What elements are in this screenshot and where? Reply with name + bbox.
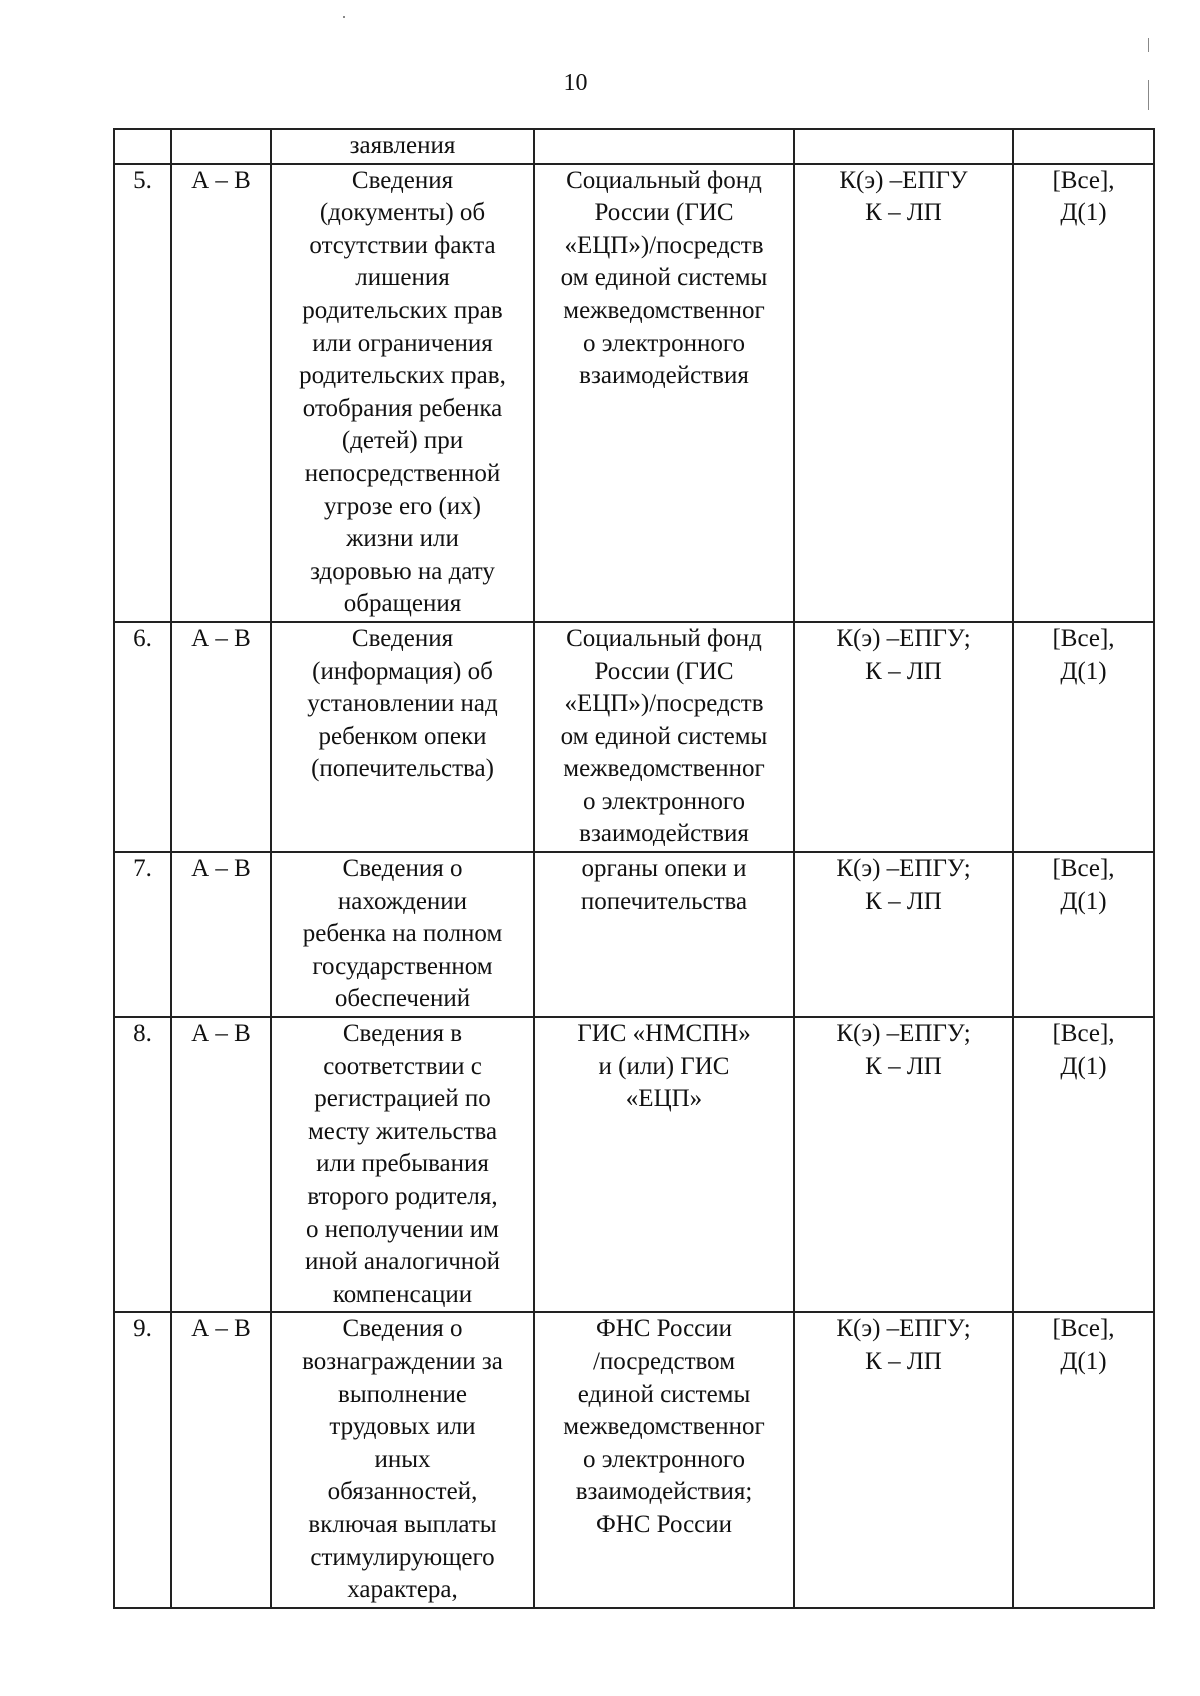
page-number: 10 [563, 70, 588, 96]
submission-method-cell [794, 1017, 1013, 1312]
cell-line: Сведения [351, 624, 454, 652]
cell-line: регистрацией по [314, 1085, 491, 1113]
scope-cell [1013, 129, 1154, 164]
source-cell [534, 622, 794, 852]
cell-line: ФНС России [595, 1315, 733, 1343]
cell-line: отобрания ребенка [302, 394, 503, 422]
cell-line: единой системы [577, 1380, 751, 1408]
scan-speck [1148, 80, 1149, 110]
cell-line: [Все], [1052, 1020, 1115, 1048]
scope-cell [1013, 1017, 1154, 1312]
cell-line: К – ЛП [865, 887, 942, 915]
table-row [114, 164, 1154, 622]
cell-line: заявления [349, 132, 456, 159]
cell-line: или пребывания [316, 1150, 489, 1178]
cell-line: (документы) об [319, 199, 486, 227]
row-number-cell: 9. [114, 1312, 171, 1607]
cell-line: второго родителя, [307, 1183, 498, 1210]
cell-line: К – ЛП [865, 657, 942, 685]
cell-line: взаимодействия [579, 820, 749, 848]
cell-line: ом единой системы [560, 722, 768, 750]
cell-line: отсутствии факта [309, 231, 496, 259]
cell-line: и (или) ГИС [598, 1052, 730, 1080]
cell-line: ребенка на полном [302, 920, 503, 948]
scope-cell [1013, 852, 1154, 1017]
cell-line: Сведения о [342, 855, 463, 883]
cell-line: характера, [347, 1576, 458, 1604]
cell-line: Социальный фонд [566, 624, 762, 652]
table-row [114, 622, 1154, 852]
cell-line: взаимодействия [579, 362, 749, 390]
cell-line: Д(1) [1060, 887, 1107, 915]
information-cell [271, 622, 534, 852]
cell-line: здоровью на дату [310, 557, 495, 585]
cell-line: межведомственног [563, 1413, 765, 1441]
cell-line: [Все], [1052, 855, 1115, 883]
cell-line: соответствии с [323, 1052, 482, 1080]
cell-line: «ЕЦП» [625, 1085, 703, 1113]
cell-line: иных [374, 1445, 431, 1473]
cell-line: межведомственног [563, 755, 765, 783]
row-number-cell: 5. [114, 164, 171, 622]
cell-line: Д(1) [1060, 657, 1107, 685]
cell-line: обращения [343, 590, 462, 618]
category-cell: А – В [171, 622, 271, 852]
cell-line: иной аналогичной [304, 1248, 501, 1276]
scan-speck [343, 16, 345, 18]
category-cell: А – В [171, 164, 271, 622]
scope-cell [1013, 622, 1154, 852]
cell-line: обеспечений [334, 985, 471, 1013]
cell-line: К – ЛП [865, 199, 942, 227]
cell-line: вознаграждении за [302, 1347, 503, 1375]
category-cell: А – В [171, 1017, 271, 1312]
cell-line: России (ГИС [594, 199, 734, 227]
category-cell: А – В [171, 1312, 271, 1607]
scan-speck [1148, 38, 1149, 52]
category-cell: А – В [171, 852, 271, 1017]
information-cell [271, 129, 534, 164]
cell-line: Д(1) [1060, 1052, 1107, 1080]
cell-line: ГИС «НМСПН» [577, 1020, 751, 1048]
cell-line: К(э) –ЕПГУ [839, 166, 968, 194]
cell-line: или ограничения [312, 329, 493, 357]
scope-cell [1013, 1312, 1154, 1607]
cell-line: лишения [355, 264, 450, 292]
information-cell [271, 852, 534, 1017]
table-row [114, 1312, 1154, 1607]
table-row [114, 129, 1154, 164]
cell-line: компенсации [332, 1280, 473, 1308]
cell-line: попечительства [580, 887, 748, 915]
cell-line: Сведения в [342, 1020, 463, 1048]
cell-line: ом единой системы [560, 264, 768, 292]
source-cell [534, 1312, 794, 1607]
cell-line: о электронного [582, 1445, 746, 1473]
cell-line: К(э) –ЕПГУ; [836, 855, 971, 883]
cell-line: Сведения о [342, 1315, 463, 1343]
cell-line: Сведения [351, 166, 454, 194]
submission-method-cell [794, 129, 1013, 164]
cell-line: Д(1) [1060, 1347, 1107, 1375]
cell-line: России (ГИС [594, 657, 734, 685]
cell-line: К(э) –ЕПГУ; [836, 624, 971, 652]
row-number-cell: 8. [114, 1017, 171, 1312]
cell-line: трудовых или [329, 1413, 476, 1441]
requirements-table [113, 128, 1155, 1609]
cell-line: нахождении [337, 887, 468, 915]
cell-line: обязанностей, [327, 1478, 478, 1506]
information-cell [271, 1017, 534, 1312]
source-cell [534, 852, 794, 1017]
cell-line: государственном [312, 952, 493, 980]
cell-line: о неполучении им [305, 1215, 499, 1243]
submission-method-cell [794, 852, 1013, 1017]
table-row [114, 1017, 1154, 1312]
cell-line: [Все], [1052, 166, 1115, 194]
cell-line: ребенком опеки [318, 722, 487, 750]
cell-line: «ЕЦП»)/посредств [564, 690, 764, 718]
cell-line: стимулирующего [310, 1543, 495, 1571]
row-number-cell: 6. [114, 622, 171, 852]
cell-line: К – ЛП [865, 1347, 942, 1375]
cell-line: родительских прав, [299, 362, 506, 390]
cell-line: [Все], [1052, 1315, 1115, 1343]
cell-line: о электронного [582, 329, 746, 357]
cell-line: Д(1) [1060, 199, 1107, 227]
cell-line: К(э) –ЕПГУ; [836, 1315, 971, 1343]
cell-line: установлении над [307, 690, 498, 718]
row-number-cell [114, 129, 171, 164]
cell-line: Социальный фонд [566, 166, 762, 194]
cell-line: (информация) об [312, 657, 493, 685]
cell-line: месту жительства [307, 1117, 498, 1145]
cell-line: ФНС России [595, 1510, 733, 1538]
cell-line: К – ЛП [865, 1052, 942, 1080]
scope-cell [1013, 164, 1154, 622]
cell-line: жизни или [346, 525, 459, 553]
source-cell [534, 129, 794, 164]
cell-line: непосредственной [304, 459, 501, 487]
cell-line: взаимодействия; [575, 1478, 753, 1506]
cell-line: /посредством [592, 1347, 736, 1375]
cell-line: выполнение [338, 1380, 467, 1408]
information-cell [271, 164, 534, 622]
submission-method-cell [794, 622, 1013, 852]
table-body [114, 129, 1154, 1608]
source-cell [534, 164, 794, 622]
submission-method-cell [794, 164, 1013, 622]
table-row [114, 852, 1154, 1017]
submission-method-cell [794, 1312, 1013, 1607]
source-cell [534, 1017, 794, 1312]
cell-line: «ЕЦП»)/посредств [564, 231, 764, 259]
information-cell [271, 1312, 534, 1607]
cell-line: (детей) при [341, 427, 464, 455]
cell-line: (попечительства) [311, 755, 494, 783]
row-number-cell: 7. [114, 852, 171, 1017]
cell-line: К(э) –ЕПГУ; [836, 1020, 971, 1048]
cell-line: органы опеки и [581, 855, 747, 883]
cell-line: включая выплаты [308, 1510, 497, 1538]
cell-line: о электронного [582, 787, 746, 815]
cell-line: межведомственног [563, 296, 765, 324]
cell-line: угрозе его (их) [324, 492, 481, 520]
cell-line: [Все], [1052, 624, 1115, 652]
category-cell [171, 129, 271, 164]
cell-line: родительских прав [302, 296, 503, 324]
